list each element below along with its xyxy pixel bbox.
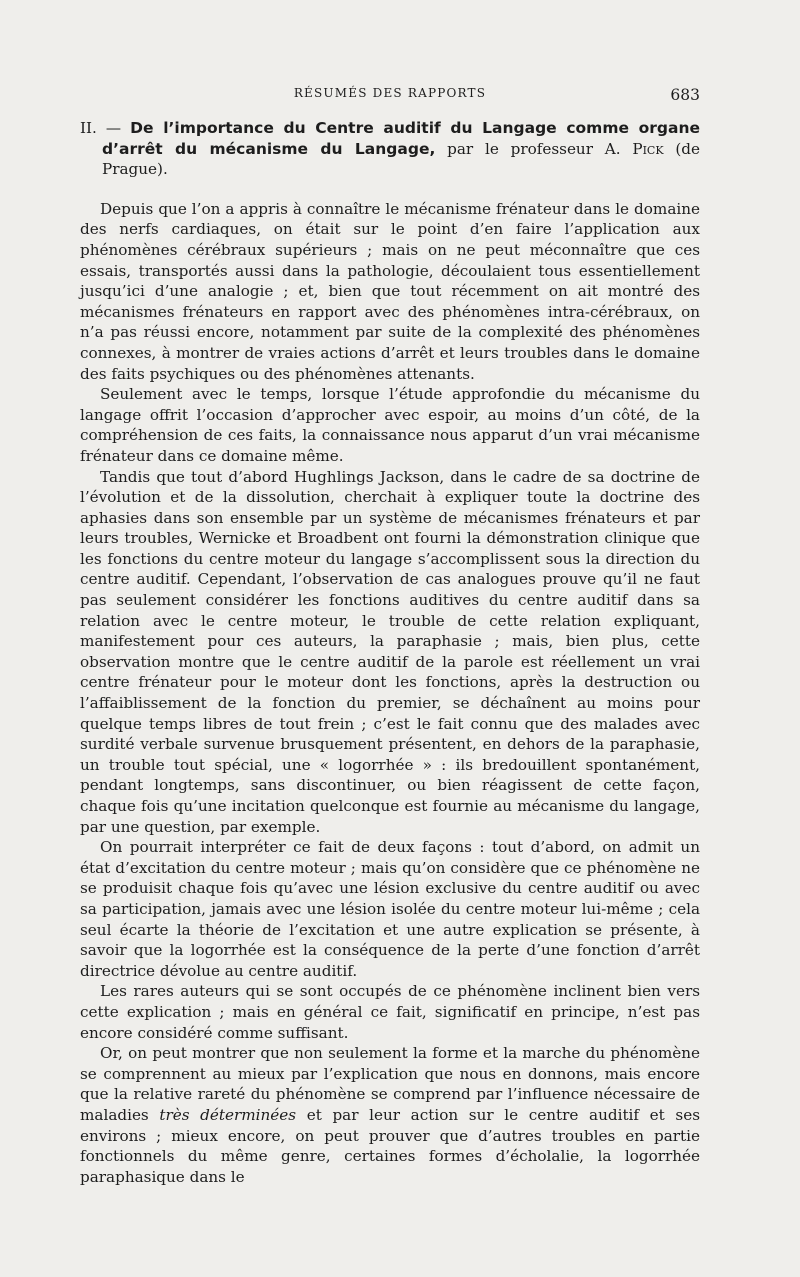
paragraph-2: Seulement avec le temps, lorsque l’étude approfondie du mécanisme du langage offrit l’occasion d’approcher avec espoir, au moins d’un côté, de la compréhension de ces faits, la connaissance nous apparut d’un vrai mécanisme frénateur dans ce domaine même. <box>80 385 700 465</box>
page-content <box>80 118 700 1187</box>
paragraph-6 <box>80 1043 700 1187</box>
page-number: 683 <box>670 86 700 104</box>
paragraph-1: Depuis que l’on a appris à connaître le mécanisme frénateur dans le domaine des nerfs cardiaques, on était sur le point d’en faire l’application aux phénomènes cérébraux supérieurs ; mais on ne peut méconnaître que ces essais, transportés aussi dans la pathologie, découlaient tous essentiellement jusqu’ici d’une analogie ; et, bien que tout récemment on ait montré des mécanismes frénateurs en rapport avec des phénomènes intra-cérébraux, on n’a pas réussi encore, notamment par suite de la complexité des phénomènes connexes, à montrer de vraies actions d’arrêt et leurs troubles dans le domaine des faits psychiques ou des phénomènes attenants. <box>80 199 700 383</box>
paragraph-3: Tandis que tout d’abord Hughlings Jackson, dans le cadre de sa doctrine de l’évolution et de la dissolution, cherchait à expliquer toute la doctrine des aphasies dans son ensemble par un système de mécanismes frénateurs et par leurs troubles, Wernicke et Broadbent ont fourni la démonstration clinique que les fonctions du centre moteur du langage s’accomplissent sous la direction du centre auditif. Cependant, l’observation de cas analogues prouve qu’il ne faut pas seulement considérer les fonctions auditives du centre auditif dans sa relation avec le centre moteur, le trouble de cette relation expliquant, manifestement pour ces auteurs, la paraphasie ; mais, bien plus, cette observation montre que le centre auditif de la parole est réellement un vrai centre frénateur pour le moteur dont les fonctions, après la destruction ou l’affaiblissement de la fonction du premier, se déchaînent au moins pour quelque temps libres de tout frein ; c’est le fait connu que des malades avec surdité verbale survenue brusquement présentent, en dehors de la paraphasie, un trouble tout spécial, une « logorrhée » : ils bredouillent spontanément, pendant longtemps, sans discontinuer, ou bien réagissent de cette façon, chaque fois qu’une incitation quelconque est fournie au mécanisme du langage, par une question, par exemple. <box>80 467 700 836</box>
byline-suffix: (de Prague). <box>102 139 700 179</box>
running-title: RÉSUMÉS DES RAPPORTS <box>293 86 487 100</box>
page-header <box>80 86 700 110</box>
paragraph-4: On pourrait interpréter ce fait de deux façons : tout d’abord, on admit un état d’excitation du centre moteur ; mais qu’on considère que ce phénomène ne se produisit chaque fois qu’avec une lésion exclusive du centre auditif ou avec sa participation, jamais avec une lésion isolée du centre moteur lui-même ; cela seul écarte la théorie de l’excitation et une autre explication se présente, à savoir que la logorrhée est la conséquence de la perte d’une fonction d’arrêt directrice dévolue au centre auditif. <box>80 838 700 980</box>
paragraph-6-italic: très déterminées <box>159 1105 297 1124</box>
byline-prefix: par le professeur A. <box>447 139 621 158</box>
paragraph-6-start: Or, on peut montrer que non seulement la forme et la marche du phénomène se comprennent au mieux par l’explication que nous en donnons, mais encore que la relative rareté du phénomène se comprend par l’influence nécessaire de maladies <box>80 1044 700 1124</box>
section-heading <box>80 118 700 180</box>
section-title: De l’importance du Centre auditif du Langage comme organe d’arrêt du mécanisme du Langage, <box>102 119 701 158</box>
paragraph-6-end: et par leur action sur le centre auditif et ses environs ; mieux encore, on peut prouver que d’autres troubles en partie fonctionnels du même genre, certaines formes d’écholalie, la logorrhée paraphasique dans le <box>80 1105 700 1186</box>
author-name: Pick <box>632 139 664 158</box>
section-number: II. — <box>80 119 122 137</box>
paragraph-5: Les rares auteurs qui se sont occupés de ce phénomène inclinent bien vers cette explication ; mais en général ce fait, significatif en principe, n’est pas encore considéré comme suffisant. <box>80 982 700 1042</box>
